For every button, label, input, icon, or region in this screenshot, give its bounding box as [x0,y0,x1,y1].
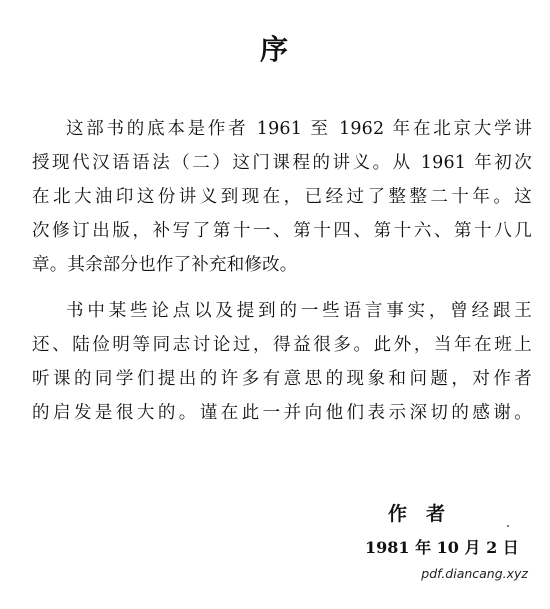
paragraph-line: 听课的同学们提出的许多有意思的现象和问题，对作者 [32,369,532,389]
paragraph-line: 的启发是很大的。谨在此一并向他们表示深切的感谢。 [32,403,532,423]
paragraph-line: 书中某些论点以及提到的一些语言事实，曾经跟王 [66,301,532,321]
signature-author: 作 者 [388,503,446,525]
paragraph-line: 授现代汉语语法（二）这门课程的讲义。从 1961 年初次 [32,153,532,173]
signature-date: 1981 年 10 月 2 日 [365,538,519,557]
paragraph-line: 在北大油印这份讲义到现在，已经过了整整二十年。这 [32,187,532,207]
paragraph-line: 次修订出版，补写了第十一、第十四、第十六、第十八几 [32,221,532,241]
watermark-text: pdf.diancang.xyz [421,566,528,581]
paragraph-line: 章。其余部分也作了补充和修改。 [32,255,298,275]
page-title: 序 [259,33,290,66]
scan-speck [507,525,509,527]
paragraph-line: 还、陆俭明等同志讨论过，得益很多。此外，当年在班上 [32,335,532,355]
paragraph-line: 这部书的底本是作者 1961 至 1962 年在北京大学讲 [66,119,532,139]
